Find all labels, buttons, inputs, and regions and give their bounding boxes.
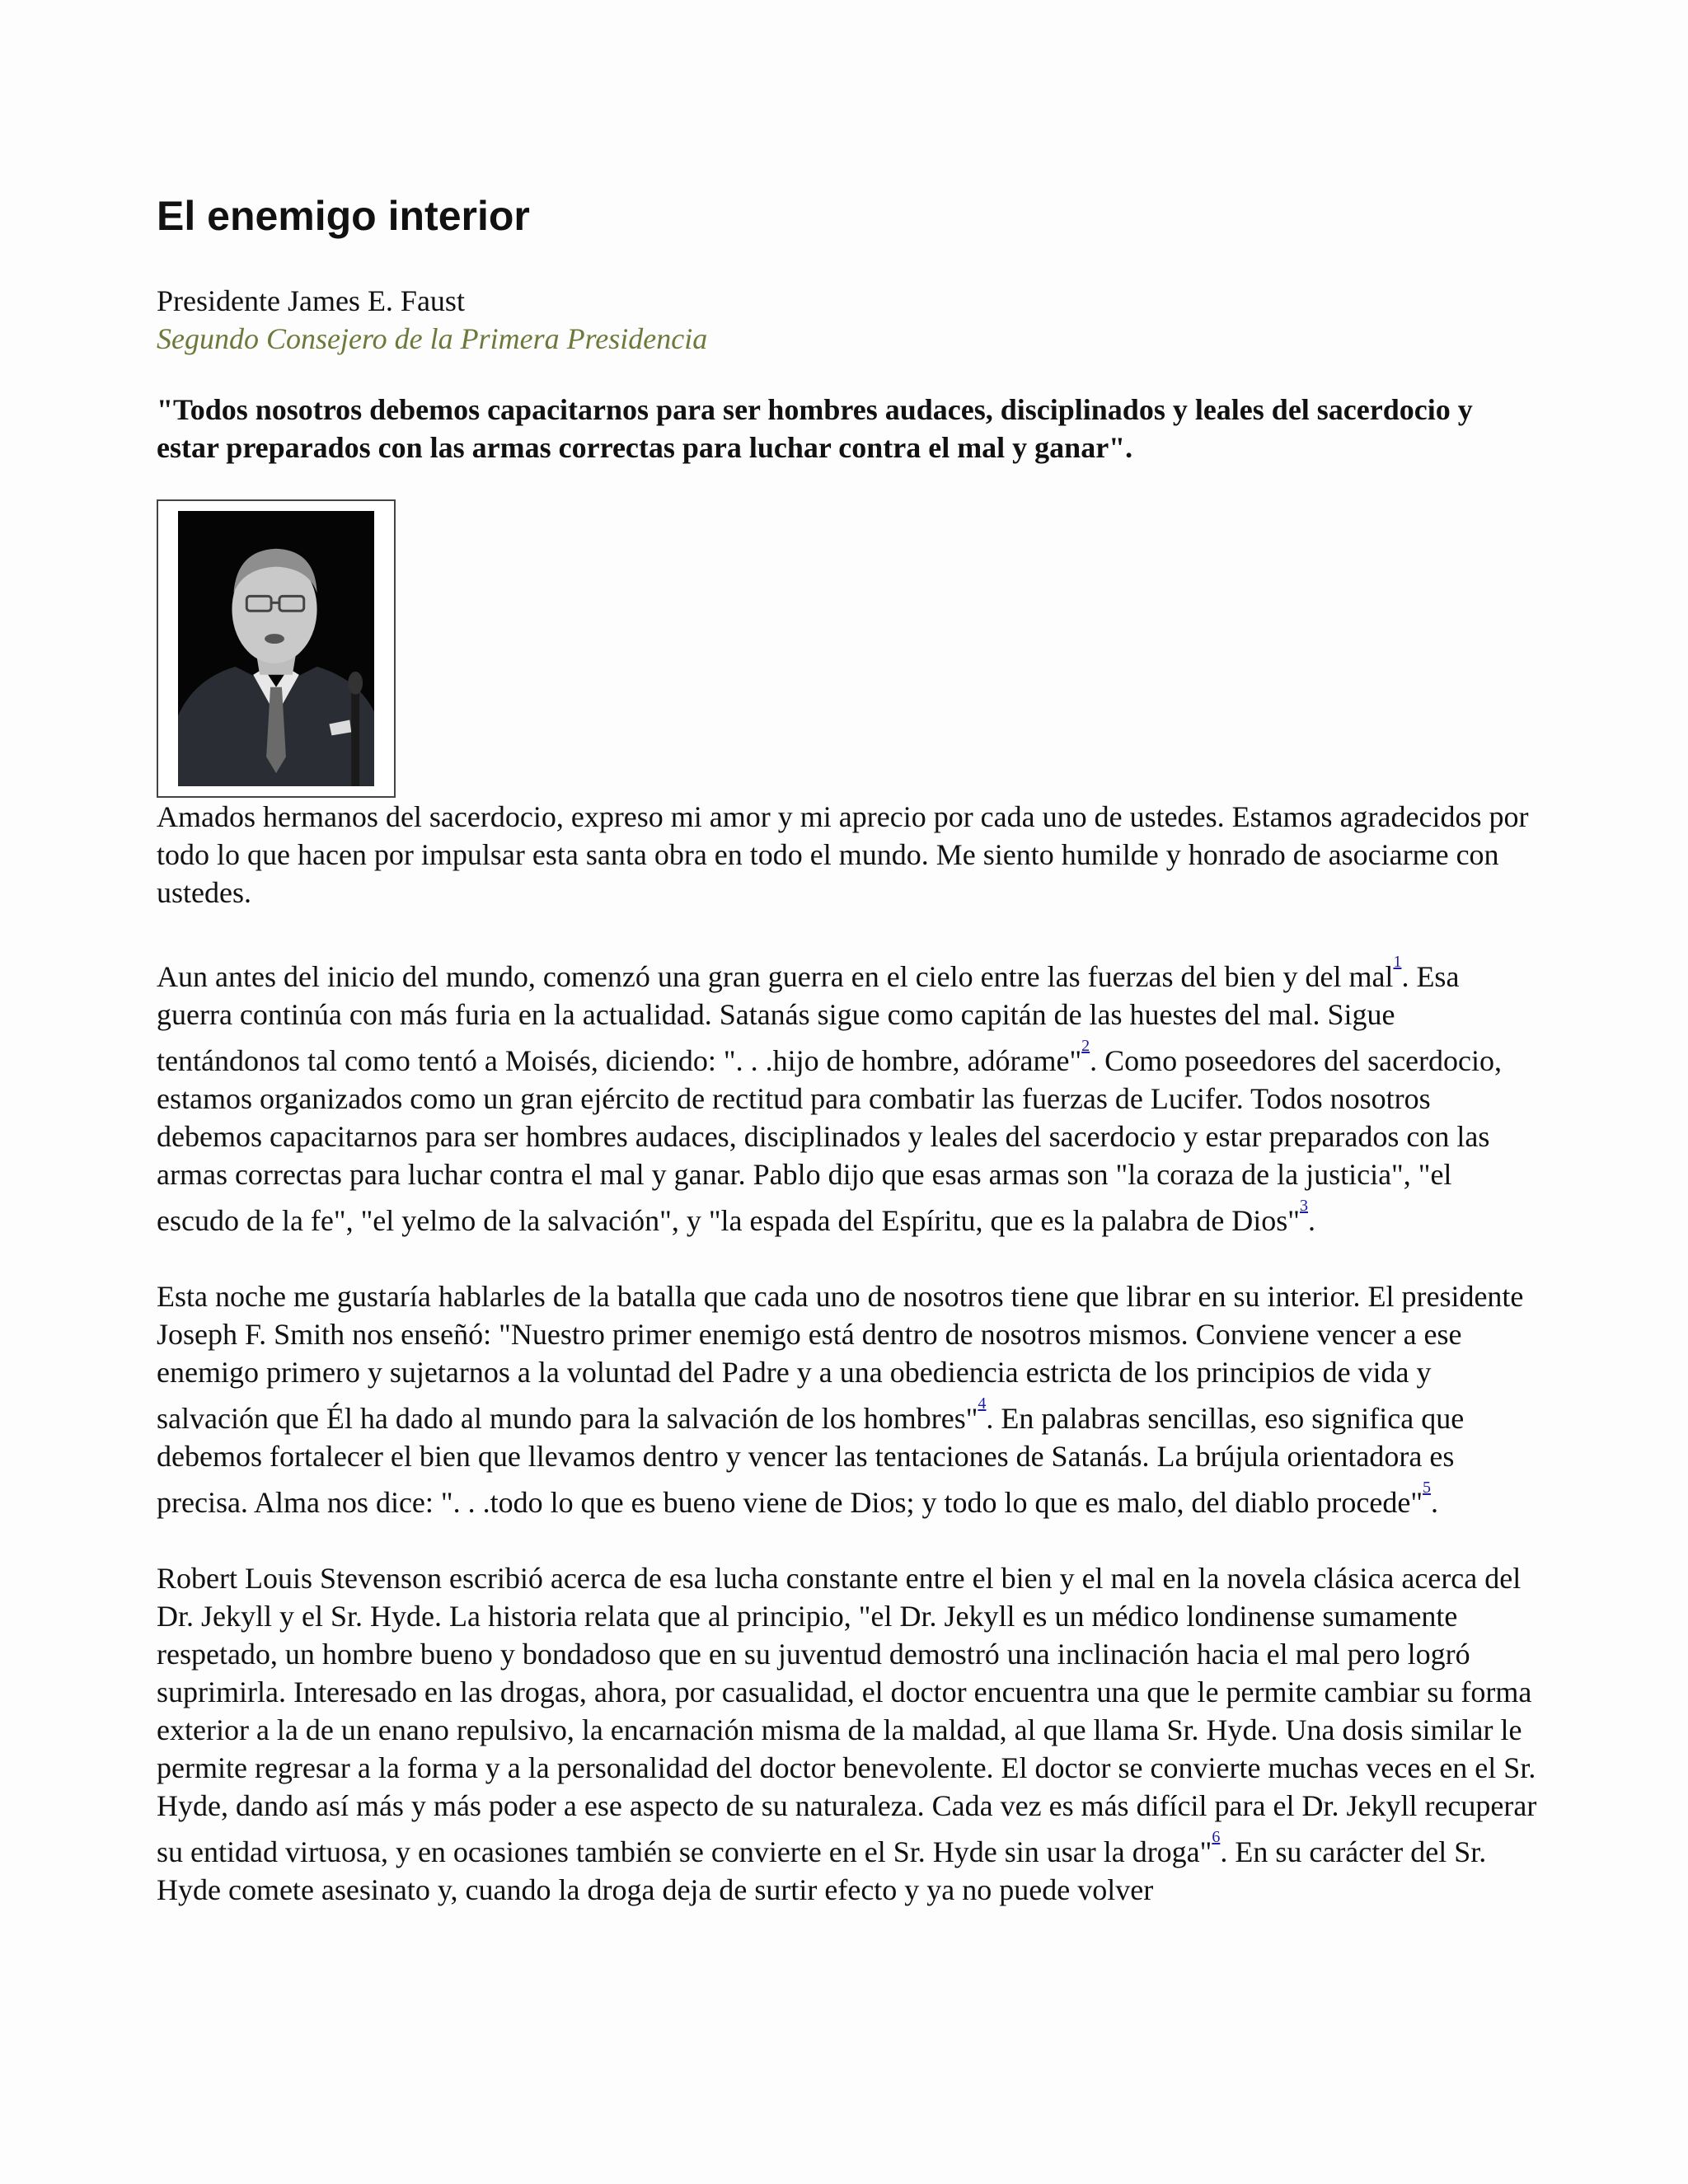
portrait-image [178, 511, 374, 786]
author-role: Segundo Consejero de la Primera Presidencia [157, 322, 708, 355]
footnote-link-3[interactable]: 3 [1300, 1197, 1309, 1215]
footnote-link-5[interactable]: 5 [1423, 1479, 1432, 1497]
article-title: El enemigo interior [157, 193, 530, 239]
article [157, 183, 1541, 1947]
paragraph-1: Amados hermanos del sacerdocio, expreso mi amor y mi aprecio por cada uno de ustedes. Estamos agradecidos por todo lo que hacen por impulsar esta santa obra en todo el mundo. Me siento humilde y honrado de asociarme con ustedes. [157, 800, 1529, 909]
footnote-link-6[interactable]: 6 [1212, 1828, 1221, 1846]
speaker-photo [157, 499, 396, 798]
footnote-link-1[interactable]: 1 [1393, 953, 1402, 971]
footnote-link-2[interactable]: 2 [1081, 1037, 1090, 1055]
pull-quote: "Todos nosotros debemos capacitarnos para ser hombres audaces, disciplinados y leales del sacerdocio y estar preparados con las armas correctas para luchar contra el mal y ganar". [157, 393, 1473, 464]
author-name: Presidente James E. Faust [157, 284, 465, 317]
footnote-link-4[interactable]: 4 [978, 1394, 987, 1413]
paragraph-3: Esta noche me gustaría hablarles de la batalla que cada uno de nosotros tiene que librar en su interior. El presidente Joseph F. Smith nos enseñó: "Nuestro primer enemigo está dentro de nosotros mismos. Conviene vencer a ese enemigo primero y sujetarnos a la voluntad del Padre y a una obediencia estricta de los principios de vida y salvación que Él ha dado al mundo para la salvación de los hombres"$^{^4}$. En palabras sencillas, eso significa que debemos fortalecer el bien que llevamos dentro y vencer las tentaciones de Satanás. La brújula orientadora es precisa. Alma nos dice: ". . .todo lo que es bueno viene de Dios; y todo lo que es malo, del diablo procede"$^{^5}$. [157, 1280, 1524, 1519]
paragraph-2: Aun antes del inicio del mundo, comenzó una gran guerra en el cielo entre las fuerzas del bien y del mal$^{^1}$. Esa guerra continúa con más furia en la actualidad. Satanás sigue como capitán de las huestes del mal. Sigue tentándonos tal como tentó a Moisés, diciendo: ". . .hijo de hombre, adórame"$^{^2}$. Como poseedores del sacerdocio, estamos organizados como un gran ejército de rectitud para combatir las fuerzas de Lucifer. Todos nosotros debemos capacitarnos para ser hombres audaces, disciplinados y leales del sacerdocio y estar preparados con las armas correctas para luchar contra el mal y ganar. Pablo dijo que esas armas son "la coraza de la justicia", "el escudo de la fe", "el yelmo de la salvación", y "la espada del Espíritu, que es la palabra de Dios"$^{^3}$. [157, 953, 1502, 1237]
paragraph-4: Robert Louis Stevenson escribió acerca de esa lucha constante entre el bien y el mal en la novela clásica acerca del Dr. Jekyll y el Sr. Hyde. La historia relata que al principio, "el Dr. Jekyll es un médico londinense sumamente respetado, un hombre bueno y bondadoso que en su juventud demostró una inclinación hacia el mal pero logró suprimirla. Interesado en las drogas, ahora, por casualidad, el doctor encuentra una que le permite cambiar su forma exterior a la de un enano repulsivo, la encarnación misma de la maldad, al que llama Sr. Hyde. Una dosis similar le permite regresar a la forma y a la personalidad del doctor benevolente. El doctor se convierte muchas veces en el Sr. Hyde, dando así más y más poder a ese aspecto de su naturaleza. Cada vez es más difícil para el Dr. Jekyll recuperar su entidad virtuosa, y en ocasiones también se convierte en el Sr. Hyde sin usar la droga"$^{^6}$. En su carácter del Sr. Hyde comete asesinato y, cuando la droga deja de surtir efecto y ya no puede volver [157, 1562, 1537, 1906]
